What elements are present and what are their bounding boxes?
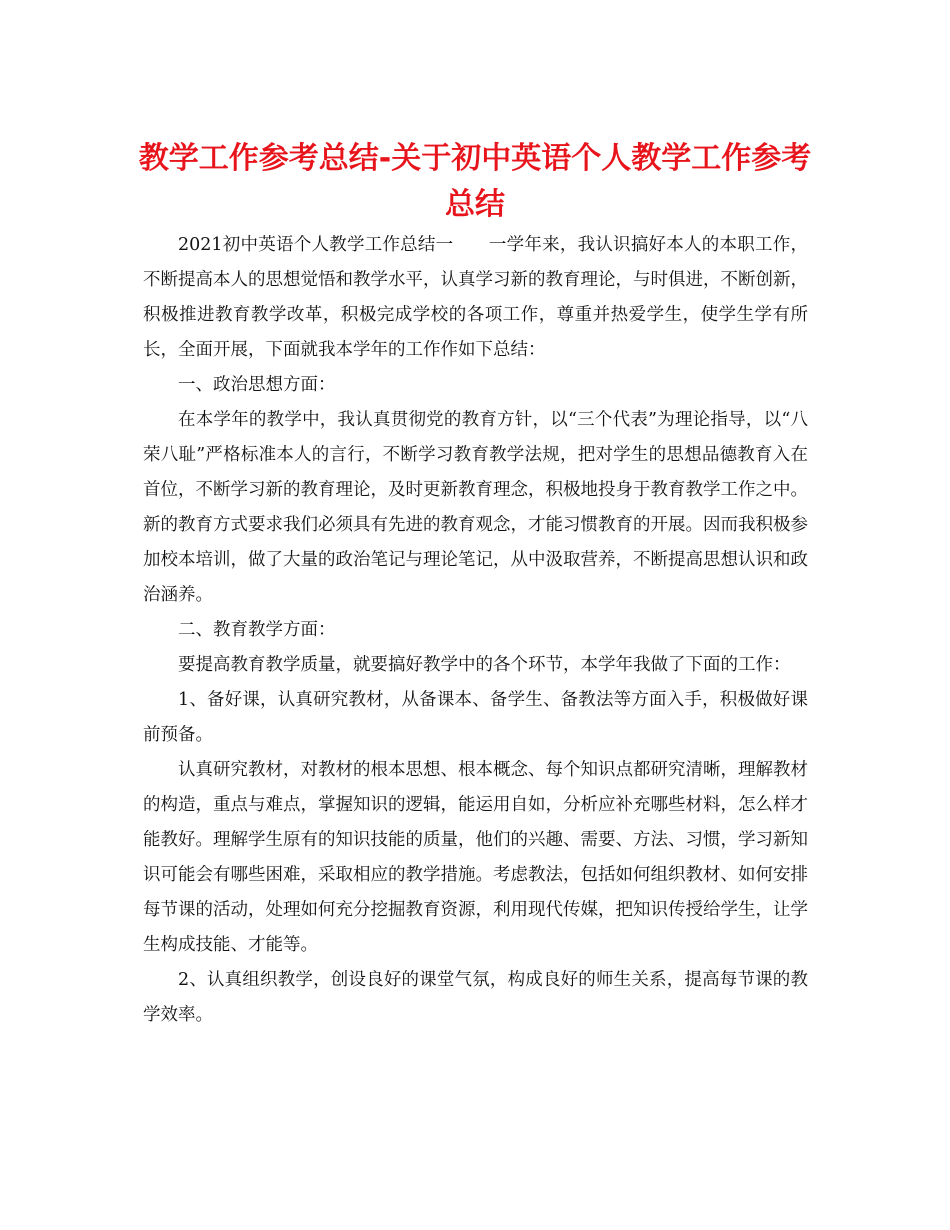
paragraph-intro: 2021初中英语个人教学工作总结一 一学年来，我认识搞好本人的本职工作，不断提高本人的思想觉悟和教学水平，认真学习新的教育理论，与时俱进，不断创新，积极推进教育教学改革，积极完成学校的各项工作，尊重并热爱学生，使学生学有所长，全面开展，下面就我本学年的工作作如下总结：	[143, 235, 808, 360]
section-heading-political: 一、政治思想方面：	[178, 375, 336, 395]
document-body	[143, 228, 808, 1033]
paragraph-teaching-intro: 要提高教育教学质量，就要搞好教学中的各个环节，本学年我做了下面的工作：	[178, 655, 791, 675]
document-title: 教学工作参考总结-关于初中英语个人教学工作参考总结	[138, 141, 812, 222]
list-item-lesson-prep: 1、备好课，认真研究教材，从备课本、备学生、备教法等方面入手，积极做好课前预备。	[143, 690, 808, 745]
list-item-classroom: 2、认真组织教学，创设良好的课堂气氛，构成良好的师生关系，提高每节课的教学效率。	[143, 970, 808, 1025]
paragraph-lesson-prep-detail: 认真研究教材，对教材的根本思想、根本概念、每个知识点都研究清晰，理解教材的构造，重点与难点，掌握知识的逻辑，能运用自如，分析应补充哪些材料，怎么样才能教好。理解学生原有的知识技能的质量，他们的兴趣、需要、方法、习惯，学习新知识可能会有哪些困难，采取相应的教学措施。考虑教法，包括如何组织教材、如何安排每节课的活动，处理如何充分挖掘教育资源，利用现代传媒，把知识传授给学生，让学生构成技能、才能等。	[143, 760, 808, 955]
section-heading-teaching: 二、教育教学方面：	[178, 620, 336, 640]
paragraph-political: 在本学年的教学中，我认真贯彻党的教育方针，以“三个代表”为理论指导，以“八荣八耻”严格标准本人的言行，不断学习教育教学法规，把对学生的思想品德教育入在首位，不断学习新的教育理论，及时更新教育理念，积极地投身于教育教学工作之中。新的教育方式要求我们必须具有先进的教育观念，才能习惯教育的开展。因而我积极参加校本培训，做了大量的政治笔记与理论笔记，从中汲取营养，不断提高思想认识和政治涵养。	[143, 410, 808, 605]
